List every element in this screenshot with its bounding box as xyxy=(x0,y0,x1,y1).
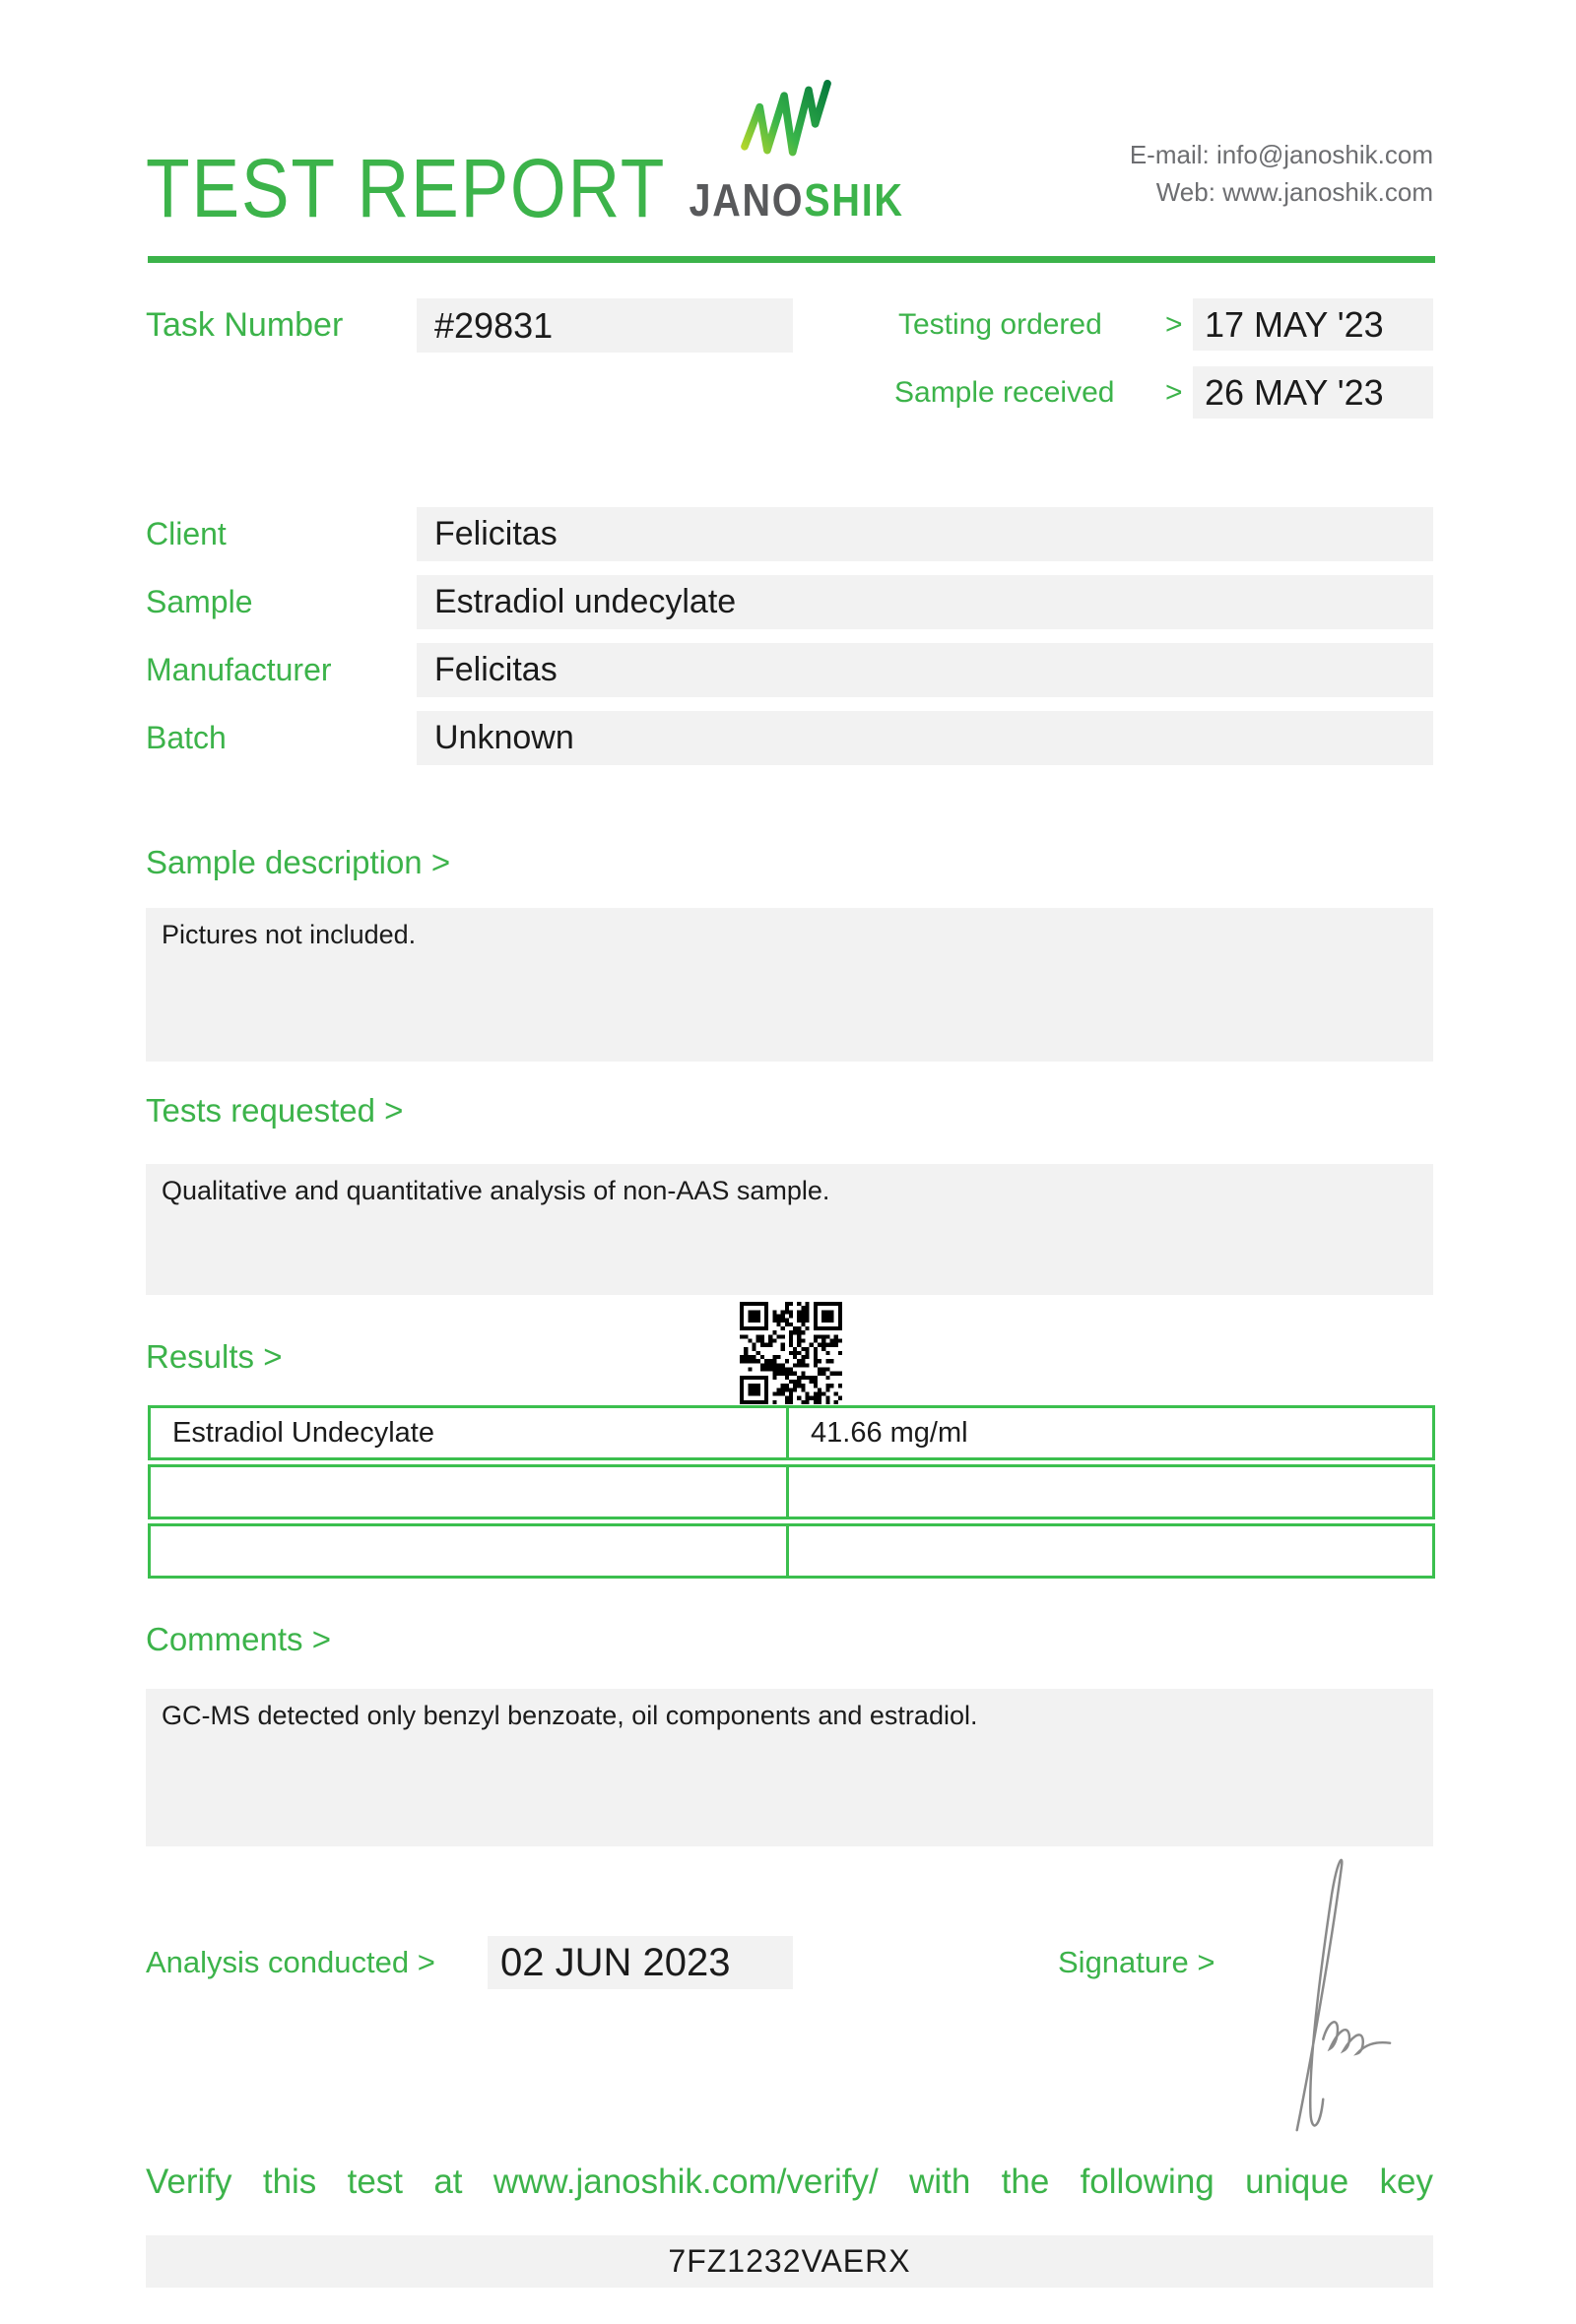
testing-ordered-label: Testing ordered xyxy=(898,308,1102,341)
contact-block xyxy=(1130,136,1433,211)
table-row xyxy=(148,1405,1435,1460)
sample-description-box xyxy=(146,908,1433,1062)
verify-word: key xyxy=(1379,2163,1433,2201)
table-row xyxy=(148,1464,1435,1519)
verify-word: this xyxy=(262,2163,317,2201)
sample-value: Estradiol undecylate xyxy=(417,575,1433,629)
batch-label: Batch xyxy=(146,720,227,755)
client-value: Felicitas xyxy=(417,507,1433,561)
unique-key-value: 7FZ1232VAERX xyxy=(146,2235,1433,2288)
verify-instruction xyxy=(146,2163,1433,2202)
signature-label: Signature > xyxy=(1058,1945,1215,1979)
tests-requested-heading: Tests requested > xyxy=(146,1092,404,1129)
task-number-label: Task Number xyxy=(146,306,344,344)
header-divider xyxy=(148,256,1435,263)
table-row xyxy=(148,1523,1435,1579)
verify-word: with xyxy=(909,2163,971,2201)
sample-received-value: 26 MAY '23 xyxy=(1193,366,1433,419)
verify-word: the xyxy=(1001,2163,1050,2201)
verify-word: at xyxy=(433,2163,463,2201)
sample-received-label: Sample received xyxy=(894,376,1115,409)
comments-heading: Comments > xyxy=(146,1621,331,1657)
page-title: TEST REPORT xyxy=(146,142,667,234)
result-analyte-cell xyxy=(151,1526,789,1576)
result-value-cell xyxy=(789,1526,1432,1576)
verify-word: test xyxy=(347,2163,404,2201)
testing-ordered-value: 17 MAY '23 xyxy=(1193,298,1433,351)
contact-email: E-mail: info@janoshik.com xyxy=(1129,140,1433,169)
tests-requested-text: Qualitative and quantitative analysis of non-AAS sample. xyxy=(162,1176,830,1205)
results-table xyxy=(148,1405,1435,1579)
result-value-cell xyxy=(789,1467,1432,1517)
tests-requested-box xyxy=(146,1164,1433,1295)
verify-word: following xyxy=(1080,2163,1215,2201)
logo-word-gray: JANO xyxy=(689,174,805,226)
signature-scribble xyxy=(1269,1849,1407,2140)
task-number-value: #29831 xyxy=(417,298,793,353)
manufacturer-value: Felicitas xyxy=(417,643,1433,697)
result-analyte-cell: Estradiol Undecylate xyxy=(151,1408,789,1457)
result-analyte-cell xyxy=(151,1467,789,1517)
testing-ordered-arrow: > xyxy=(1165,308,1183,341)
verify-url: www.janoshik.com/verify/ xyxy=(492,2163,879,2201)
comments-box xyxy=(146,1689,1433,1846)
analysis-conducted-label: Analysis conducted > xyxy=(146,1945,435,1979)
logo-word-green: SHIK xyxy=(804,174,904,226)
results-heading: Results > xyxy=(146,1338,283,1375)
result-value-cell: 41.66 mg/ml xyxy=(811,1417,968,1449)
verify-word: Verify xyxy=(146,2163,232,2201)
contact-web: Web: www.janoshik.com xyxy=(1155,177,1433,207)
sample-description-heading: Sample description > xyxy=(146,844,451,880)
sample-label: Sample xyxy=(146,584,253,619)
client-label: Client xyxy=(146,516,227,551)
logo-chart-icon xyxy=(737,79,835,163)
sample-received-arrow: > xyxy=(1165,376,1183,409)
qr-code xyxy=(740,1302,842,1404)
comments-text: GC-MS detected only benzyl benzoate, oil components and estradiol. xyxy=(162,1701,978,1730)
manufacturer-label: Manufacturer xyxy=(146,652,332,687)
logo-wordmark xyxy=(689,173,904,226)
verify-word: unique xyxy=(1245,2163,1349,2201)
sample-description-text: Pictures not included. xyxy=(162,920,417,949)
analysis-date-value: 02 JUN 2023 xyxy=(488,1936,793,1989)
batch-value: Unknown xyxy=(417,711,1433,765)
